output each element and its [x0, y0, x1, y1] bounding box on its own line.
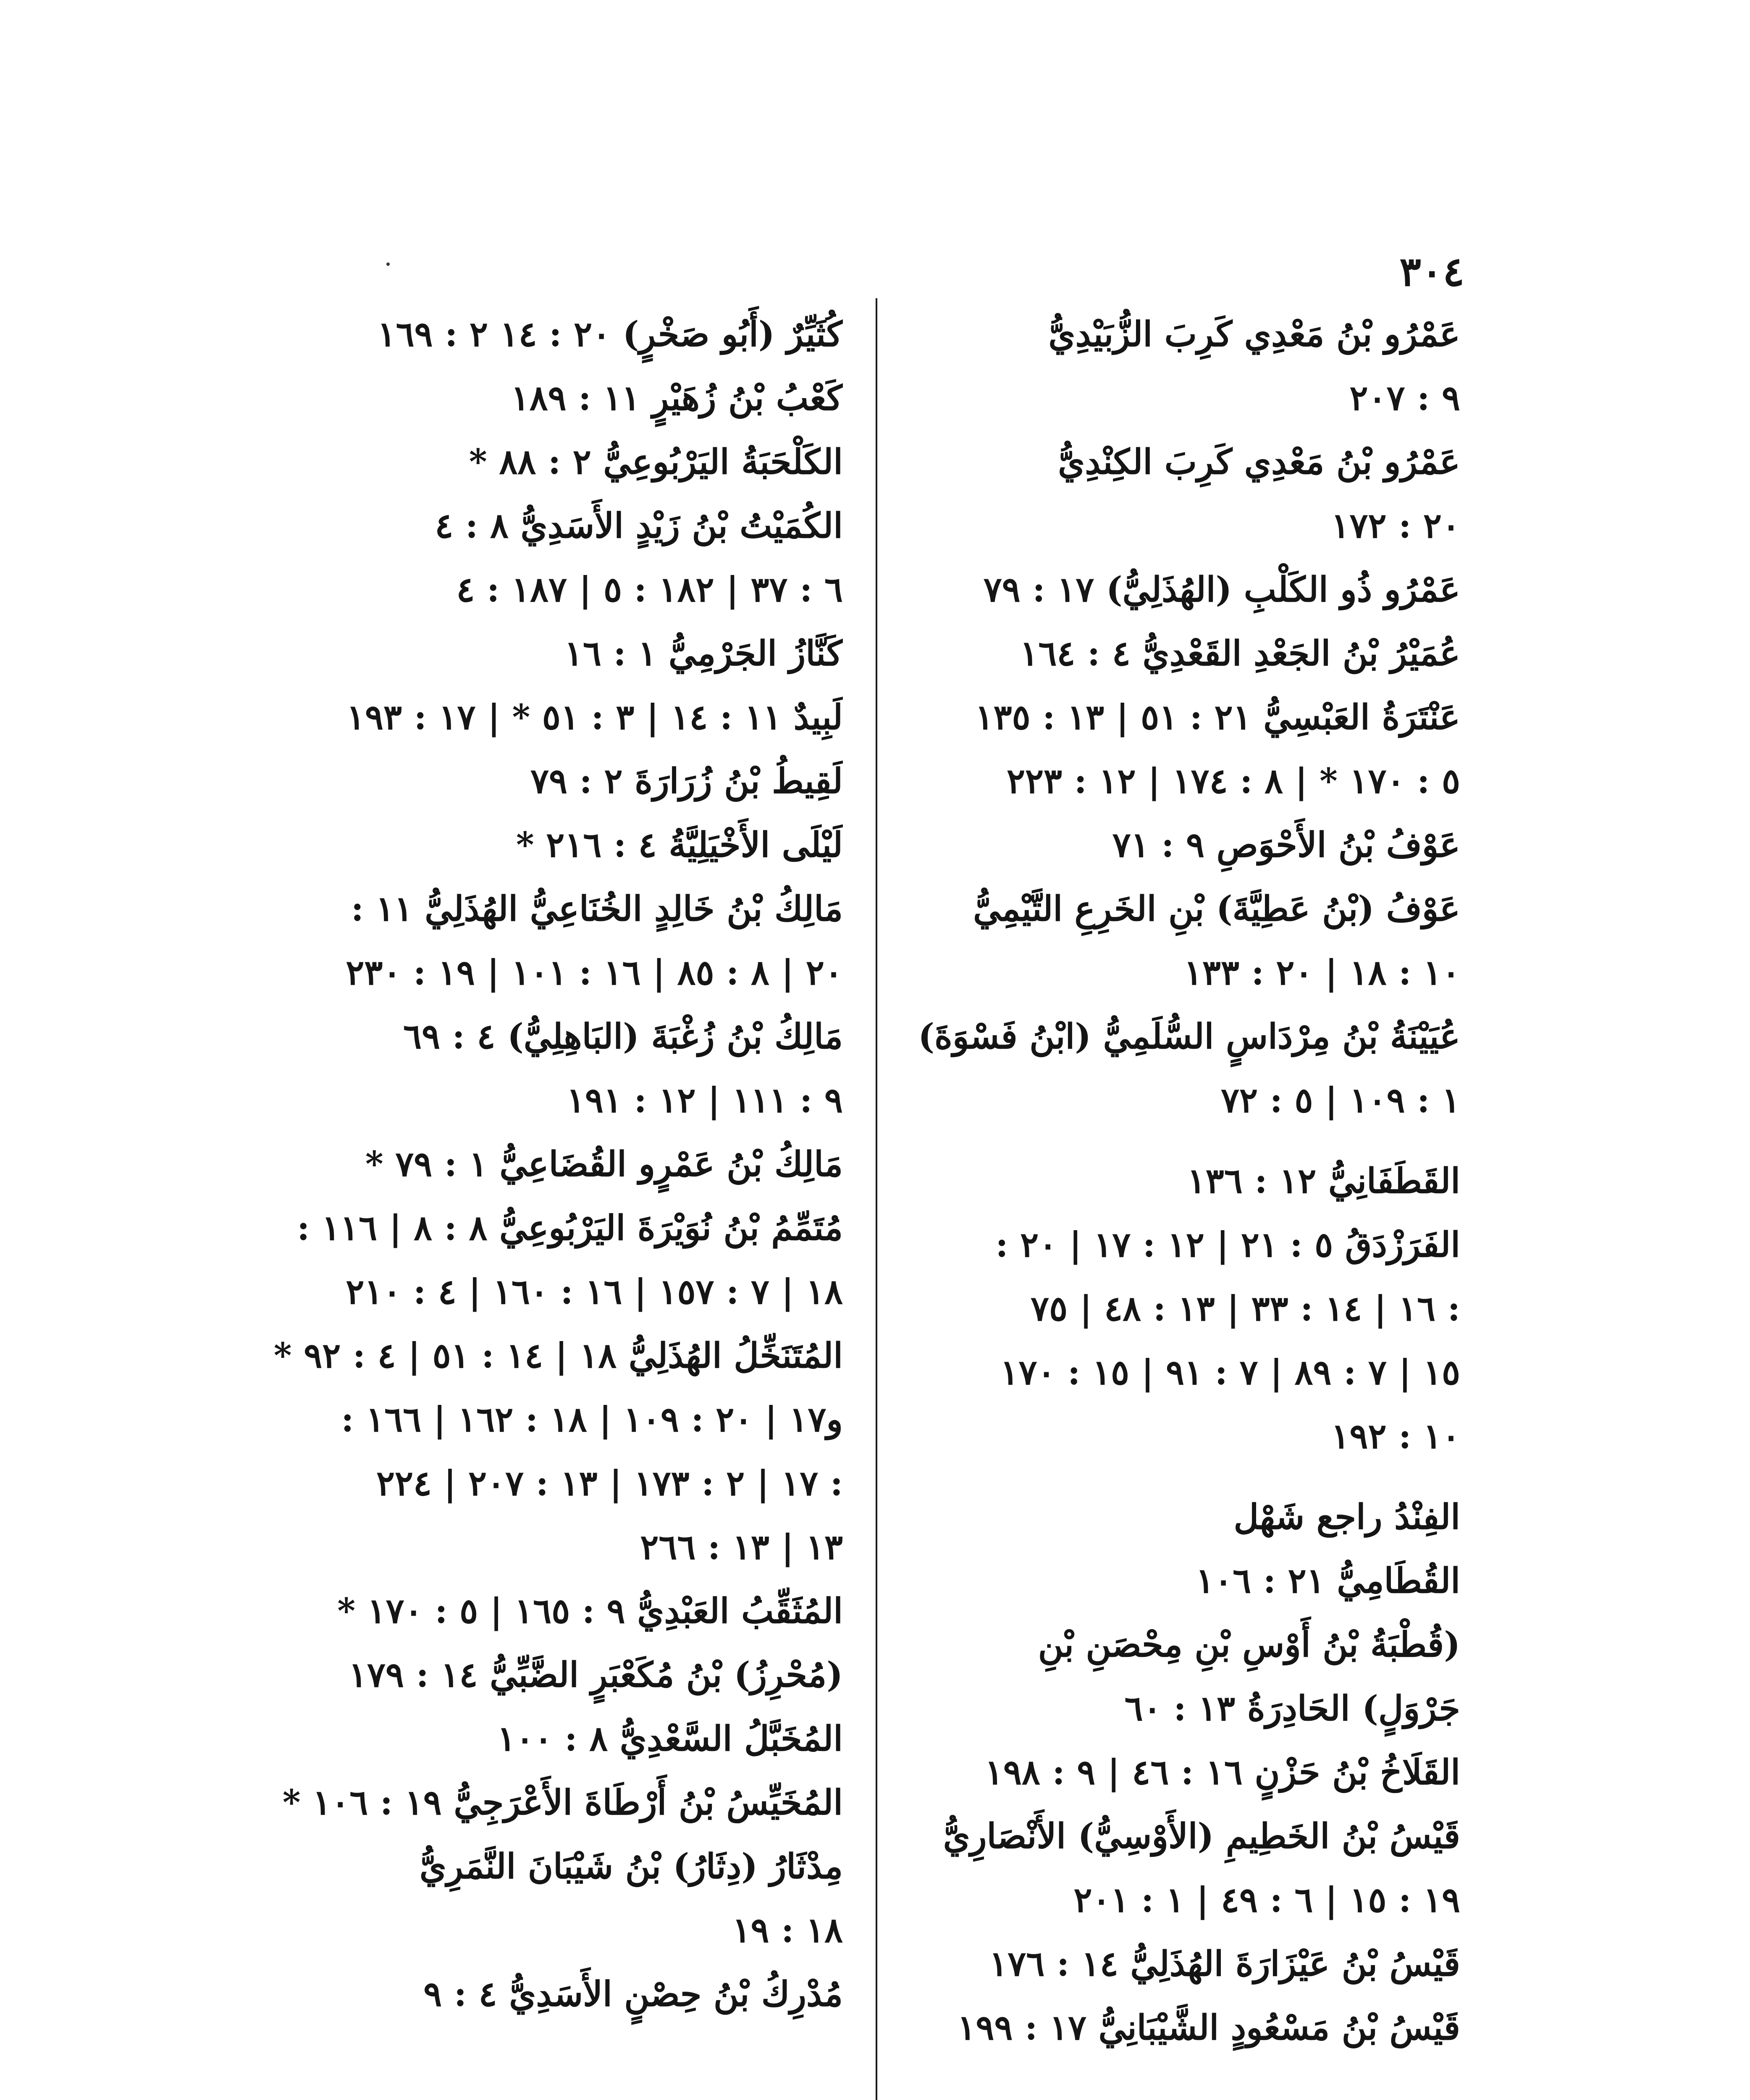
index-entry-line: لَيْلَى الأَخْيَلِيَّةُ ٤ : ٢١٦ * [516, 825, 843, 865]
index-entry-line: جَرْوَلٍ) الحَادِرَةُ ١٣ : ٦٠ [1124, 1688, 1460, 1729]
stray-ink-mark [386, 262, 390, 266]
index-entry-line: و١٧ | ٢٠ : ١٠٩ | ١٨ : ١٦٢ | ١٦٦ : [341, 1399, 843, 1440]
index-entry-line: ١٦ | ١٤ : ٣٣ | ١٣ : ٤٨ | ٧٥ : [1031, 1289, 1460, 1329]
index-entry-line: مَالِكُ بْنُ خَالِدٍ الخُنَاعِيُّ الهُذَلِيُّ ١١ : [351, 889, 843, 929]
column-divider [876, 298, 877, 2100]
index-entry-line: عَمْرُو بْنُ مَعْدِي كَرِبَ الزُّبَيْدِيُّ [1048, 314, 1460, 354]
index-entry-line: ٩ : ١١١ | ١٢ : ١٩١ [566, 1080, 843, 1121]
index-entry-line: مُدْرِكُ بْنُ حِصْنٍ الأَسَدِيُّ ٤ : ٩ [423, 1974, 843, 2014]
index-entry-line: (قُطْبَةُ بْنُ أَوْسِ بْنِ مِحْصَنِ بْنِ [1038, 1625, 1460, 1665]
index-entry-line: عَنْتَرَةُ العَبْسِيُّ ٢١ : ٥١ | ١٣ : ١٣٥ [975, 697, 1460, 738]
index-entry-line: ١ : ١٠٩ | ٥ : ٧٢ [1220, 1080, 1460, 1121]
index-entry-line: ١٨ : ١٩ [732, 1910, 843, 1950]
index-entry-line: عَمْرُو ذُو الكَلْبِ (الهُذَلِيُّ) ١٧ : ٧٩ [983, 570, 1460, 610]
index-entry-line: ٥ : ١٧٠ * | ٨ : ١٧٤ | ١٢ : ٢٢٣ [1006, 761, 1460, 801]
index-entry-line: الكُمَيْتُ بْنُ زَيْدٍ الأَسَدِيُّ ٨ : ٤ [435, 506, 843, 546]
index-entry-line: ٩ : ٢٠٧ [1349, 378, 1460, 418]
page-number: ٣٠٤ [1399, 248, 1464, 295]
index-entry-line: كَعْبُ بْنُ زُهَيْرٍ ١١ : ١٨٩ [511, 378, 843, 418]
index-entry-line: ١٠ : ١٩٢ [1331, 1416, 1460, 1457]
index-entry-line: عَوْفُ (بْنُ عَطِيَّةَ) بْنِ الخَرِعِ التَّيْمِيُّ [973, 889, 1460, 929]
index-entry-line: عَمْرُو بْنُ مَعْدِي كَرِبَ الكِنْدِيُّ [1058, 442, 1460, 482]
index-entry-line: ٦ : ٣٧ | ١٨٢ : ٥ | ١٨٧ : ٤ [456, 570, 843, 610]
index-entry-line: القَطَفَانِيُّ ١٢ : ١٣٦ [1187, 1161, 1460, 1201]
index-entry-line: قَيْسُ بْنُ عَيْزَارَةَ الهُذَلِيُّ ١٤ : ١٧٦ [989, 1944, 1460, 1984]
index-entry-line: عُمَيْرُ بْنُ الجَعْدِ القَعْدِيُّ ٤ : ١٦٤ [1020, 633, 1460, 674]
index-entry-line: كُثَيِّرٌ (أَبُو صَخْرٍ) ٢٠ : ١٤ ٢ : ١٦٩ [377, 314, 843, 354]
index-entry-line: لَبِيدٌ ١١ : ١٤ | ٣ : ٥١ * | ١٧ : ١٩٣ [346, 697, 843, 738]
index-entry-line: مَالِكُ بْنُ زُغْبَةَ (البَاهِلِيُّ) ٤ : ٦٩ [403, 1016, 843, 1057]
index-entry-line: الكَلْحَبَةُ اليَرْبُوعِيُّ ٢ : ٨٨ * [469, 442, 843, 482]
index-entry-line: القَلَاخُ بْنُ حَزْنٍ ١٦ : ٤٦ | ٩ : ١٩٨ [984, 1752, 1460, 1793]
index-entry-line: قَيْسُ بْنُ الخَطِيمِ (الأَوْسِيُّ) الأَنْصَارِيُّ [943, 1816, 1460, 1856]
index-entry-line: مِدْثَارُ (دِثَارُ) بْنُ شَيْبَانَ النَّمَرِيُّ [419, 1846, 843, 1887]
index-entry-line: المُخَبَّلُ السَّعْدِيُّ ٨ : ١٠٠ [497, 1719, 843, 1759]
right-column [881, 302, 1460, 2060]
index-entry-line: عُيَيْنَةُ بْنُ مِرْدَاسٍ السُّلَمِيُّ (ابْنُ فَسْوَةَ) [918, 1016, 1460, 1057]
index-entry-line: مَالِكُ بْنُ عَمْرٍو القُضَاعِيُّ ١ : ٧٩ * [365, 1144, 843, 1184]
index-entry-line: مُتَمِّمُ بْنُ نُوَيْرَةَ اليَرْبُوعِيُّ ٨ : ٨ | ١١٦ : [297, 1208, 843, 1248]
index-entry-line: القُطَامِيُّ ٢١ : ١٠٦ [1196, 1561, 1460, 1601]
index-entry-line: الفِنْدُ راجع شَهْل [1233, 1497, 1460, 1537]
index-entry-line: قَيْسُ بْنُ مَسْعُودٍ الشَّيْبَانِيُّ ١٧ : ١٩٩ [957, 2008, 1460, 2048]
index-entry-line: ٢٠ : ١٧٢ [1331, 506, 1460, 546]
index-entry-line: ١٩ : ١٥ | ٦ : ٤٩ | ١ : ٢٠١ [1073, 1880, 1460, 1920]
index-entry-line: المُخَيِّسُ بْنُ أَرْطَاةَ الأَعْرَجِيُّ ١٩ : ١٠٦ * [282, 1782, 843, 1823]
index-entry-line: عَوْفُ بْنُ الأَحْوَصِ ٩ : ٧١ [1112, 825, 1460, 865]
index-entry-line: ١٣ | ١٣ : ٢٦٦ [640, 1527, 843, 1567]
index-entry-line: الفَرَزْدَقُ ٥ : ٢١ | ١٢ : ١٧ | ٢٠ : [995, 1225, 1460, 1265]
index-entry-line: ١٥ | ٧ : ٨٩ | ٧ : ٩١ | ١٥ : ١٧٠ [1000, 1352, 1460, 1393]
index-entry-line: لَقِيطُ بْنُ زُرَارَةَ ٢ : ٧٩ [530, 761, 843, 801]
index-entry-line: ٢٠ | ٨ : ٨٥ | ١٦ : ١٠١ | ١٩ : ٢٣٠ [346, 953, 843, 993]
index-entry-line: (مُحْرِزُ) بْنُ مُكَعْبَرٍ الضَّبِّيُّ ١٤ : ١٧٩ [348, 1655, 843, 1695]
left-column [221, 302, 843, 2026]
index-entry-line: كَنَّازُ الجَرْمِيُّ ١ : ١٦ [564, 633, 843, 674]
index-entry-line: ١٨ | ٧ : ١٥٧ | ١٦ : ١٦٠ | ٤ : ٢١٠ [346, 1272, 843, 1312]
index-entry-line: ١٠ : ١٨ | ٢٠ : ١٣٣ [1183, 953, 1460, 993]
index-entry-line: المُثَقِّبُ العَبْدِيُّ ٩ : ١٦٥ | ٥ : ١٧٠ * [337, 1591, 843, 1631]
index-entry-line: المُتَنَخِّلُ الهُذَلِيُّ ١٨ | ١٤ : ٥١ | ٤ : ٩٢ * [273, 1336, 843, 1376]
index-entry-line: ١٧ | ٢ : ١٧٣ | ١٣ : ٢٠٧ | ٢٢٤ : [376, 1463, 843, 1504]
